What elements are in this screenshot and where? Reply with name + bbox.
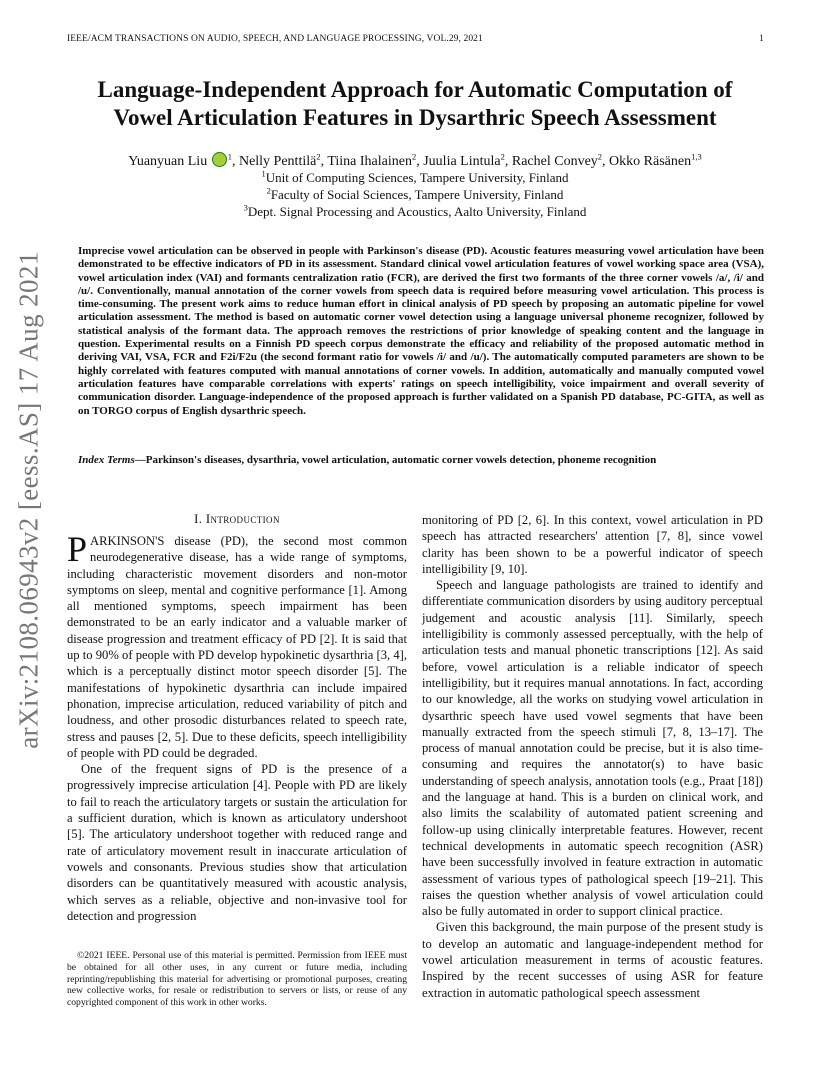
author-sup: 2 xyxy=(411,151,417,162)
author-sup: 1 xyxy=(227,151,232,162)
affiliation xyxy=(60,170,770,186)
paragraph: One of the frequent signs of PD is the presence of a progressively imprecise articulation [4]. People with PD are likely to fail to reach the articulatory targets or sustain the articulation for a sufficient duration, which is known as articulatory undershoot [5]. The articulatory undershoot together with reduced range and rate of articulatory movement result in inaccurate articulation of vowels and consonants. Previous studies show that articulation disorders can be quantitatively measured with acoustic analysis, which serves as a reliable, objective and non-invasive tool for detection and progression xyxy=(67,762,407,923)
affiliation-sup: 3 xyxy=(243,202,248,213)
affiliation xyxy=(60,187,770,203)
affiliation-sup: 1 xyxy=(261,168,266,179)
right-column xyxy=(422,512,763,1001)
paragraph: Speech and language pathologists are trained to identify and differentiate communication disorders by using auditory perceptual judgement and acoustic analysis [11]. Similarly, speech intelligibility is commonly assessed perceptually, with the help of articulation tests and manual phonetic transcriptions [12]. As said before, vowel articulation is a reliable indicator of speech intelligibility, but it requires manual annotations. In fact, according to our knowledge, all the works on studying vowel articulation in dysarthric speech have used vowel segments that have been manually extracted from the speech stimuli [7, 8, 13–17]. The process of manual annotation could be precise, but it is also time-consuming and requires the annotator(s) to have basic understanding of speech analysis, annotation tools (e.g., Praat [18]) and the language at hand. This is a burden on clinical work, and also limits the scalability of automated patient screening and follow-up using clinically interpretable features. However, recent technical developments in automatic speech recognition (ASR) have been successfully involved in feature extraction in automatic assessment of various types of pathological speech [19–21]. This raises the question whether analysis of vowel articulation could also be fully automated in order to support clinical practice. xyxy=(422,578,763,919)
affiliation-sup: 2 xyxy=(266,185,271,196)
author-sup: 2 xyxy=(316,151,321,162)
index-terms-text: Parkinson's diseases, dysarthria, vowel articulation, automatic corner vowels detection, phoneme recognition xyxy=(145,454,657,466)
author-name: Juulia Lintula xyxy=(423,154,501,169)
author-name: Okko Räsänen xyxy=(609,154,692,169)
affiliation xyxy=(60,204,770,220)
running-title: IEEE/ACM TRANSACTIONS ON AUDIO, SPEECH, AND LANGUAGE PROCESSING, VOL.29, 2021 xyxy=(67,34,483,44)
affiliation-text: Dept. Signal Processing and Acoustics, Aalto University, Finland xyxy=(247,204,587,219)
author-sup: 2 xyxy=(597,151,603,162)
index-terms xyxy=(78,454,764,467)
author-name: Tiina Ihalainen xyxy=(327,154,412,169)
section-heading xyxy=(67,512,407,527)
orcid-icon[interactable] xyxy=(212,152,227,167)
title-line-2: Vowel Articulation Features in Dysarthric Speech Assessment xyxy=(113,105,717,130)
author-name: Rachel Convey xyxy=(511,154,598,169)
left-column xyxy=(67,529,407,924)
affiliation-text: Faculty of Social Sciences, Tampere University, Finland xyxy=(270,187,564,202)
title-line-1: Language-Independent Approach for Automatic Computation of xyxy=(97,77,733,102)
author-sup: 2 xyxy=(500,151,505,162)
section-title: Introduction xyxy=(205,512,280,526)
author-sup: 1,3 xyxy=(691,151,702,162)
paper-title xyxy=(60,76,770,132)
paragraph-text: ARKINSON'S disease (PD), the second most common neurodegenerative disease, has a wide range of symptoms, including characteristic movement disorders and non-motor symptoms on sleep, mental and cognitive performance [1]. Among all mentioned symptoms, speech impairment has been demonstrated to be an early indicator and a valuable marker of disease progression and treatment efficacy of PD [2]. It is said that up to 90% of people with PD develop hypokinetic dysarthria [3, 4], which is a perceptually distinct motor speech disorder [5]. The manifestations of hypokinetic dysarthria can include impaired phonation, imprecise articulation, reduced variability of pitch and loudness, and other prosodic disturbances related to speech rate, stress and pauses [2, 5]. Due to these deficits, speech intelligibility of people with PD could be degraded. xyxy=(67,534,407,760)
author-name: Yuanyuan Liu xyxy=(128,154,208,169)
footnote-text: ©2021 IEEE. Personal use of this material is permitted. Permission from IEEE must be obtained for all other uses, in any current or future media, including reprinting/republishing this material for advertising or promotional purposes, creating new collective works, for resale or redistribution to servers or lists, or reuse of any copyrighted component of this work in other works. xyxy=(67,950,407,1009)
index-terms-dash: — xyxy=(134,454,146,466)
author-name: Nelly Penttilä xyxy=(238,154,317,169)
page-number: 1 xyxy=(759,34,764,44)
paragraph: monitoring of PD [2, 6]. In this context, vowel articulation in PD speech has attracted researchers' attention [7, 8], since vowel clarity has been shown to be a powerful indicator of speech intelligibility [9, 10]. xyxy=(422,513,763,576)
paragraph xyxy=(67,529,407,761)
arxiv-stamp xyxy=(8,240,50,760)
arxiv-stamp-text: arXiv:2108.06943v2 [eess.AS] 17 Aug 2021 xyxy=(13,251,44,749)
section-number: I. xyxy=(194,512,203,526)
affiliation-text: Unit of Computing Sciences, Tampere University, Finland xyxy=(265,170,569,185)
paragraph: Given this background, the main purpose of the present study is to develop an automatic and language-independent method for vowel articulation measurement in terms of acoustic features. Inspired by the recent successes of using ASR for feature extraction in automatic pathological speech assessment xyxy=(422,920,763,1000)
running-header xyxy=(67,34,764,44)
index-terms-label: Index Terms xyxy=(78,454,135,466)
abstract: Imprecise vowel articulation can be observed in people with Parkinson's disease (PD). Acoustic features measuring vowel articulation have been demonstrated to be effective indicators of PD in its assessment. Standard clinical vowel articulation features of vowel working space area (VSA), vowel articulation index (VAI) and formants centralization ratio (FCR), are derived the first two formants of the three corner vowels /a/, /i/ and /u/. Conventionally, manual annotation of the corner vowels from speech data is required before measuring vowel articulation. This process is time-consuming. The present work aims to reduce human effort in clinical analysis of PD speech by proposing an automatic pipeline for vowel articulation assessment. The method is based on automatic corner vowel detection using a language universal phoneme recognizer, followed by statistical analysis of the formant data. The approach removes the restrictions of prior knowledge of speaking content and the language in question. Experimental results on a Finnish PD speech corpus demonstrate the efficacy and reliability of the proposed automatic method in deriving VAI, VSA, FCR and F2i/F2u (the second formant ratio for vowels /i/ and /u/). The automatically computed parameters are shown to be highly correlated with features computed with manual annotations of corner vowels. In addition, automatically and manually computed vowel articulation features have comparable correlations with experts' ratings on speech intelligibility, voice impairment and overall severity of communication disorder. Language-independence of the proposed approach is further validated on a Spanish PD database, PC-GITA, as well as on TORGO corpus of English dysarthric speech. xyxy=(78,245,764,417)
drop-cap: P xyxy=(67,529,88,569)
copyright-footnote xyxy=(67,950,407,1009)
author-list: Yuanyuan Liu $^1$, Nelly Penttilä$^2$, Tiina Ihalainen$^2$, Juulia Lintula$^2$, Rachel Convey$^2$, Okko Räsänen$^{1,3}$ xyxy=(128,151,702,169)
